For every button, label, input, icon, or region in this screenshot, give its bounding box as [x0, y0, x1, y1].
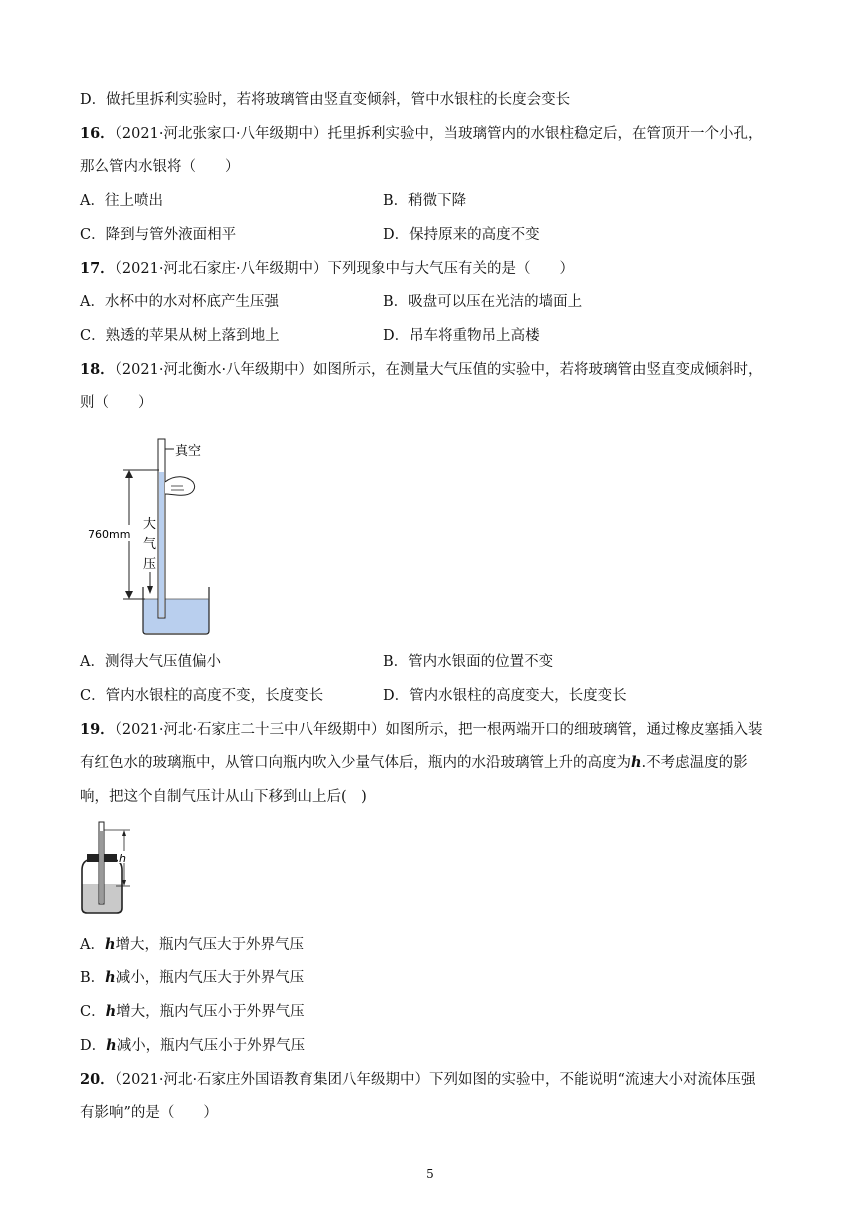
q19-c-text: 增大，瓶内气压小于外界气压 — [116, 1004, 305, 1020]
q18-option-b: B．管内水银面的位置不变 — [383, 654, 554, 670]
q19-a-text: 增大，瓶内气压大于外界气压 — [115, 937, 305, 953]
q19-option-a — [80, 935, 304, 955]
q16-option-c: C．降到与管外液面相平 — [80, 227, 237, 243]
q17-stem-line1 — [80, 259, 574, 279]
q19-a-h: h — [104, 936, 116, 953]
q19-option-c — [80, 1002, 305, 1022]
q19-d-h: h — [106, 1037, 117, 1054]
q19-h-symbol: h — [631, 754, 642, 771]
q20-text1: （2021·河北·石家庄外国语教育集团八年级期中）下列如图的实验中，不能说明“流速大小对流体压强 — [114, 1072, 756, 1088]
q16-stem-line1 — [80, 124, 763, 144]
q19-text1: （2021·河北·石家庄二十三中八年级期中）如图所示，把一根两端开口的细玻璃管，通过橡皮塞插入装 — [114, 722, 763, 738]
height-760mm-label: 760mm — [88, 528, 131, 541]
q18-text1: （2021·河北衡水·八年级期中）如图所示，在测量大气压值的实验中，若将玻璃管由竖直变成倾斜时， — [114, 362, 763, 378]
q19-b-h: h — [105, 969, 116, 986]
q17-option-c: C．熟透的苹果从树上落到地上 — [80, 328, 280, 344]
q17-option-d: D．吊车将重物吊上高楼 — [383, 328, 540, 344]
q19-text2a: 有红色水的玻璃瓶中，从管口向瓶内吹入少量气体后，瓶内的水沿玻璃管上升的高度为 — [80, 755, 631, 771]
q17-text1: （2021·河北石家庄·八年级期中）下列现象中与大气压有关的是（ ） — [114, 261, 575, 277]
q15-option-d: D．做托里拆利实验时，若将玻璃管由竖直变倾斜，管中水银柱的长度会变长 — [80, 92, 571, 108]
h-label: h — [119, 852, 126, 865]
q19-b-prefix: B． — [80, 970, 106, 986]
q18-option-a: A．测得大气压值偏小 — [80, 654, 221, 670]
q19-b-text: 减小，瓶内气压大于外界气压 — [115, 970, 305, 986]
mercury-dish-liquid — [143, 599, 209, 633]
q16-text1: （2021·河北张家口·八年级期中）托里拆利实验中，当玻璃管内的水银柱稳定后，在管顶开一个小孔， — [114, 126, 763, 142]
q17-option-b: B．吸盘可以压在光洁的墙面上 — [383, 294, 583, 310]
q17-option-a: A．水杯中的水对杯底产生压强 — [80, 294, 279, 310]
mercury-column — [159, 472, 164, 617]
pressure-char-2: 气 — [143, 537, 157, 552]
vacuum-label: 真空 — [175, 444, 202, 459]
q17-number: 17． — [80, 260, 115, 277]
pressure-char-1: 大 — [143, 517, 157, 532]
q18-option-c: C．管内水银柱的高度不变，长度变长 — [80, 688, 324, 704]
pressure-char-3: 压 — [143, 557, 157, 572]
torricelli-figure — [85, 432, 225, 640]
q18-number: 18． — [80, 361, 115, 378]
q19-d-prefix: D． — [80, 1038, 107, 1054]
page-number: 5 — [426, 1167, 434, 1181]
q16-stem-line2: 那么管内水银将（ ） — [80, 159, 240, 175]
q20-stem-line2: 有影响”的是（ ） — [80, 1105, 218, 1121]
q19-number: 19． — [80, 721, 115, 738]
q19-text2b: .不考虑温度的影 — [641, 755, 748, 771]
q16-number: 16． — [80, 125, 115, 142]
q18-stem-line1 — [80, 360, 763, 380]
q16-option-d: D．保持原来的高度不变 — [383, 227, 540, 243]
q16-option-b: B．稍微下降 — [383, 193, 467, 209]
q19-option-d — [80, 1036, 305, 1056]
q19-c-h: h — [105, 1003, 117, 1020]
barometer-figure — [78, 818, 138, 918]
q19-c-prefix: C． — [80, 1004, 106, 1020]
q19-d-text: 减小，瓶内气压小于外界气压 — [116, 1038, 306, 1054]
q19-option-b — [80, 968, 304, 988]
q19-a-prefix: A． — [80, 937, 105, 953]
q18-option-d: D．管内水银柱的高度变大，长度变长 — [383, 688, 627, 704]
q19-stem-line3: 响，把这个自制气压计从山下移到山上后( ) — [80, 789, 367, 805]
q19-stem-line2 — [80, 753, 748, 773]
q18-stem-line2: 则（ ） — [80, 395, 153, 411]
q20-number: 20． — [80, 1071, 115, 1088]
q19-stem-line1 — [80, 720, 763, 740]
q16-option-a: A．往上喷出 — [80, 193, 163, 209]
q20-stem-line1 — [80, 1070, 755, 1090]
